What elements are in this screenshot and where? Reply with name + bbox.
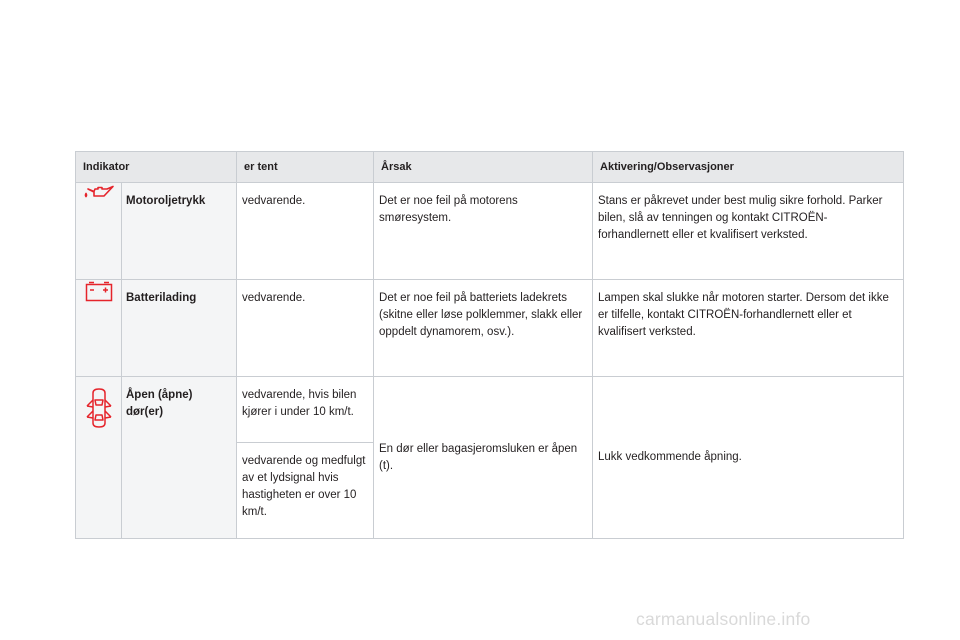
table-row-open-doors <box>76 377 904 443</box>
open-door-car-icon <box>84 387 114 435</box>
watermark-text: carmanualsonline.info <box>636 609 811 629</box>
icon-cell <box>76 377 122 539</box>
icon-cell <box>76 280 122 377</box>
action-text: Lampen skal slukke når motoren starter. Dersom det ikke er tilfelle, kontakt CITROËN-forhandlernett eller et kvalifisert verksted. <box>593 280 904 377</box>
state-text: vedvarende. <box>237 280 374 377</box>
oil-can-icon <box>83 183 115 205</box>
indicator-name: Batterilading <box>122 280 237 377</box>
cause-text: Det er noe feil på batteriets ladekrets (skitne eller løse polklemmer, slakk eller oppdelt dynamorem, osv.). <box>374 280 593 377</box>
action-text: Lukk vedkommende åpning. <box>593 377 904 539</box>
cause-text: Det er noe feil på motorens smøresystem. <box>374 183 593 280</box>
indicator-table <box>75 151 904 539</box>
state-text: vedvarende, hvis bilen kjører i under 10 km/t. <box>237 377 374 443</box>
header-action: Aktivering/Observasjoner <box>593 152 904 183</box>
state-text: vedvarende og medfulgt av et lydsignal hvis hastigheten er over 10 km/t. <box>237 443 374 539</box>
cause-text: En dør eller bagasjeromsluken er åpen (t). <box>374 377 593 539</box>
indicator-name: Åpen (åpne) dør(er) <box>122 377 237 539</box>
header-indicator: Indikator <box>76 152 237 183</box>
header-state: er tent <box>237 152 374 183</box>
header-cause: Årsak <box>374 152 593 183</box>
table-row-oil-pressure <box>76 183 904 280</box>
state-text: vedvarende. <box>237 183 374 280</box>
table-header-row <box>76 152 904 183</box>
table-row-battery-charge <box>76 280 904 377</box>
icon-cell <box>76 183 122 280</box>
action-text: Stans er påkrevet under best mulig sikre forhold. Parker bilen, slå av tenningen og kontakt CITROËN-forhandlernett eller et kvalifisert verksted. <box>593 183 904 280</box>
battery-icon <box>85 280 113 308</box>
indicator-name: Motoroljetrykk <box>122 183 237 280</box>
